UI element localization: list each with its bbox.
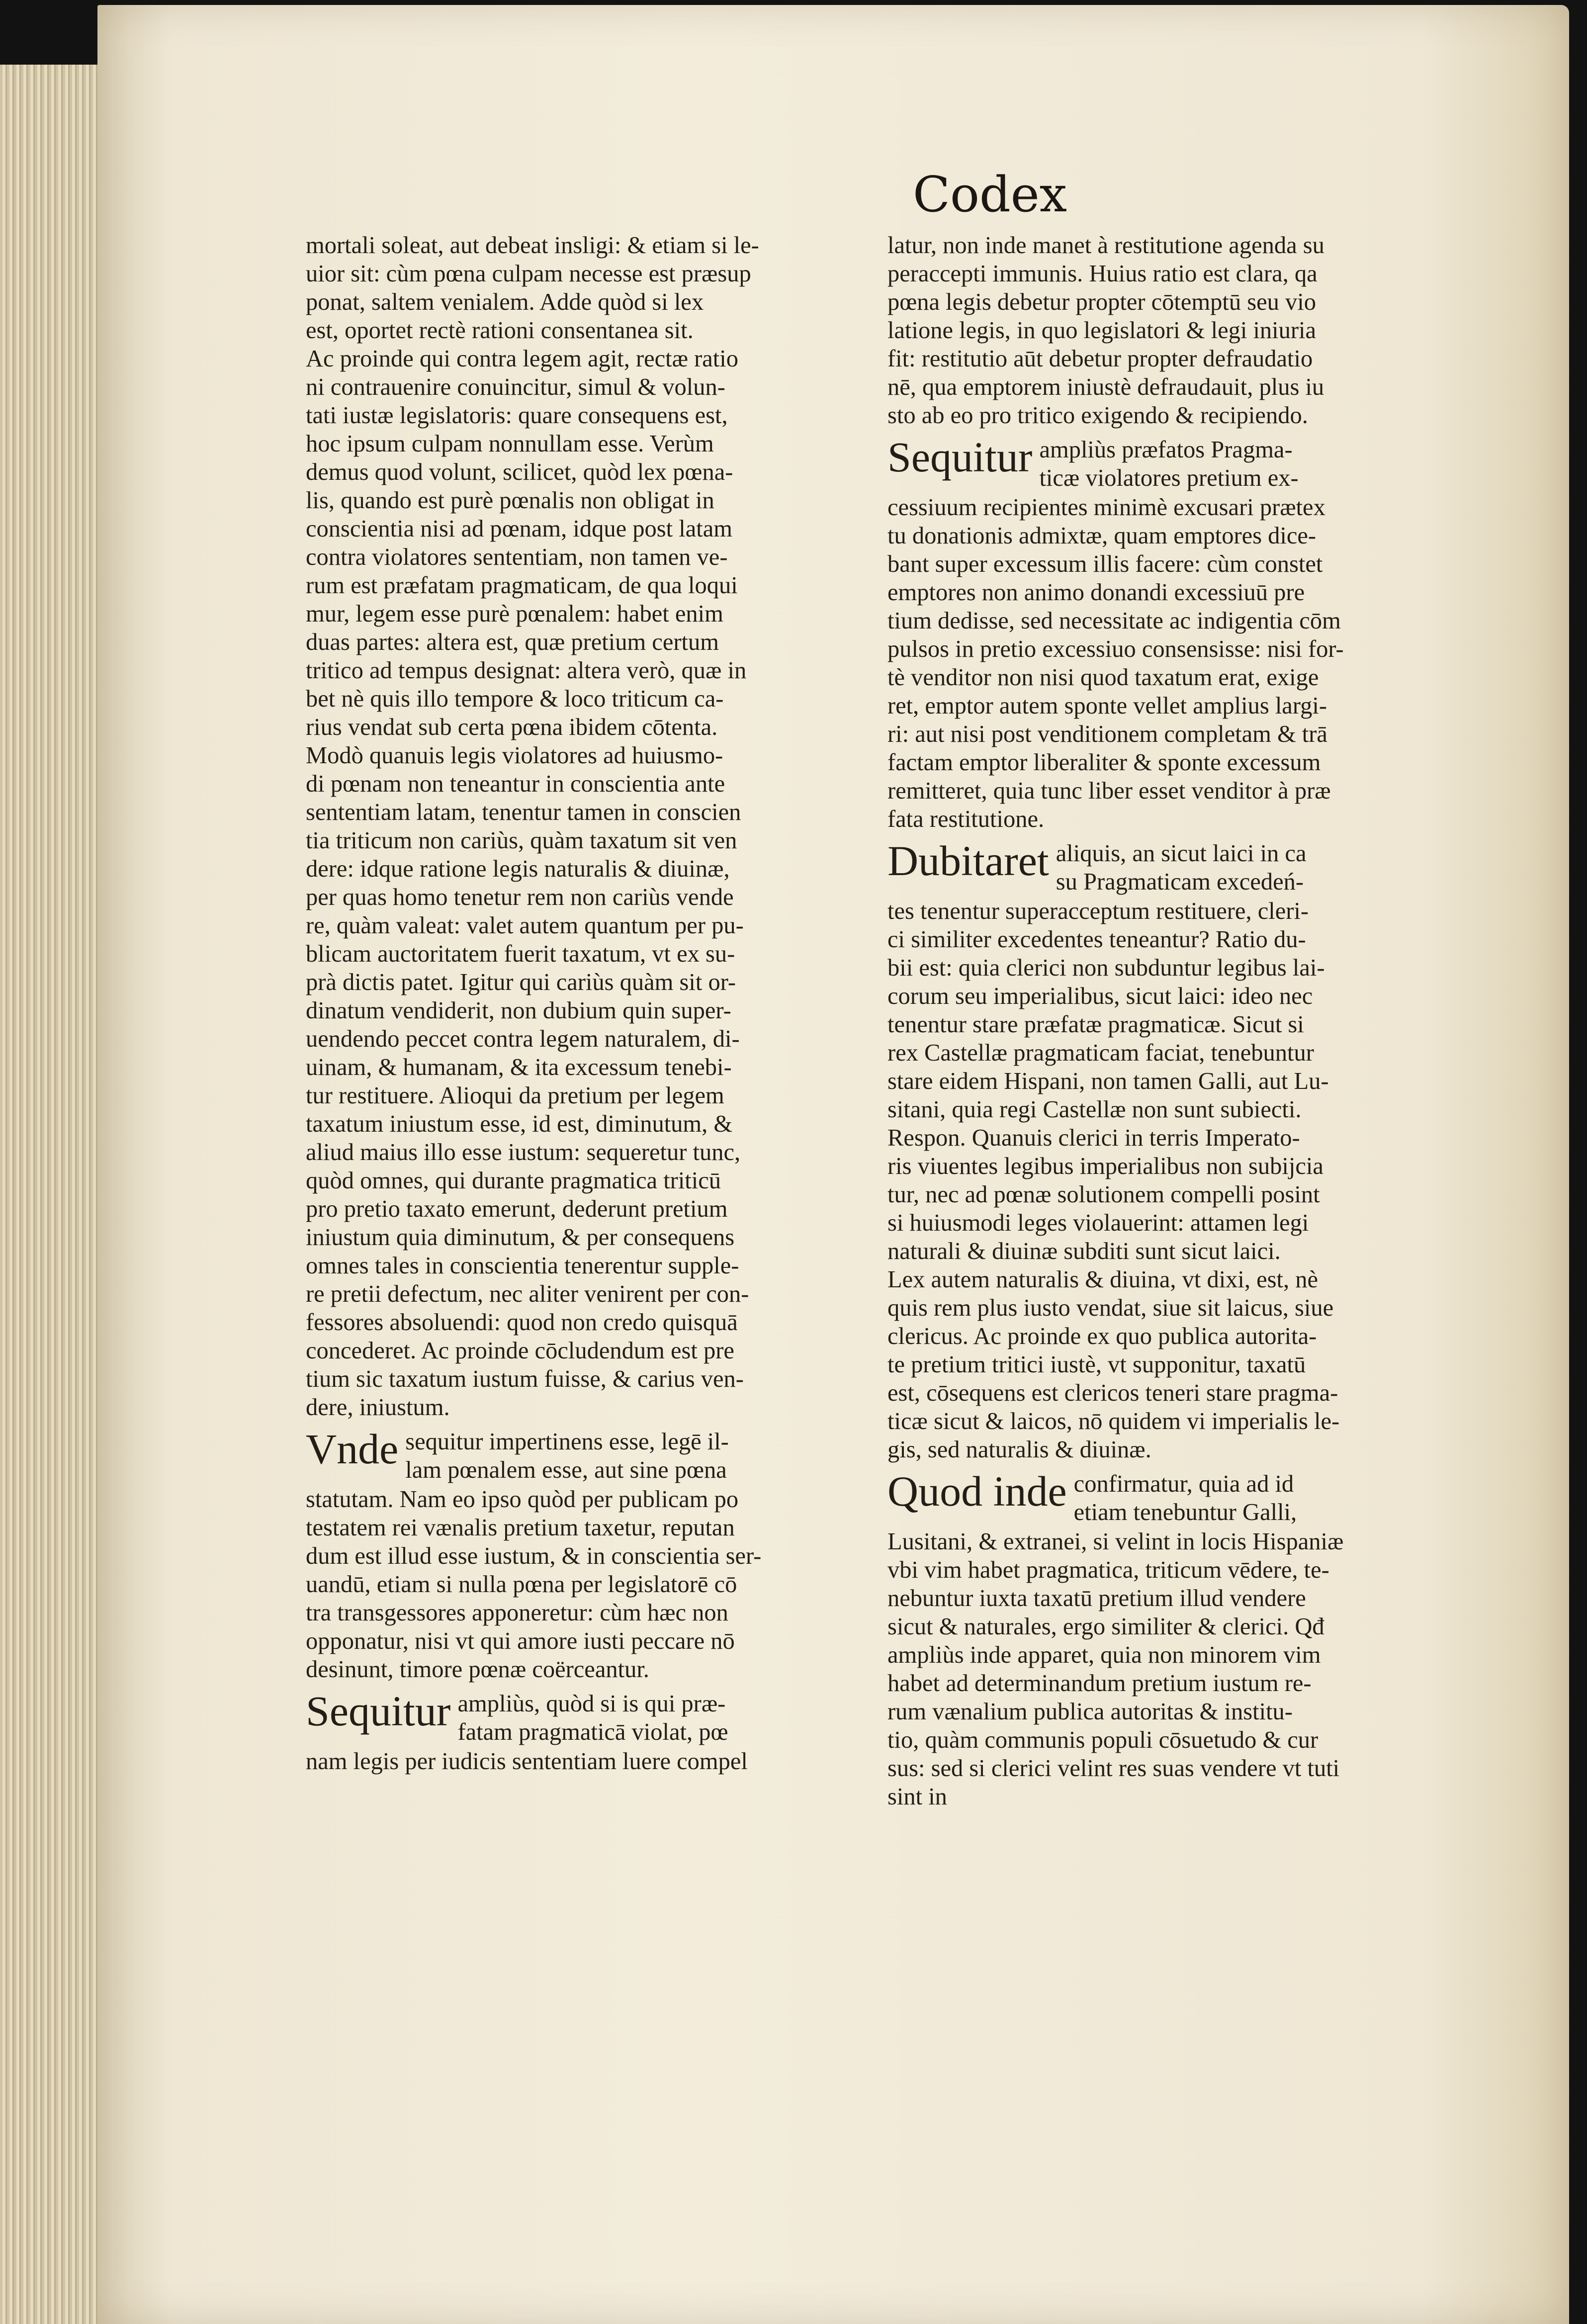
text-line: Modò quanuis legis violatores ad huiusmo- <box>306 742 723 769</box>
text-line: lam pœnalem esse, aut sine pœna <box>405 1457 727 1483</box>
text-line: tium dedisse, sed necessitate ac indigentia cōm <box>887 608 1341 634</box>
text-line: uendendo peccet contra legem naturalem, di- <box>306 1026 740 1052</box>
text-line: ci similiter excedentes teneantur? Ratio du- <box>887 926 1306 953</box>
text-line: ponat, saltem venialem. Adde quòd si lex <box>306 289 704 315</box>
text-line: tritico ad tempus designat: altera verò, quæ in <box>306 657 747 684</box>
text-line: lis, quando est purè pœnalis non obligat in <box>306 487 714 514</box>
text-line: per quas homo tenetur rem non cariùs vende <box>306 884 734 910</box>
text-line: ampliùs præfatos Pragma- <box>1039 437 1293 463</box>
text-line: bii est: quia clerici non subduntur legibus lai- <box>887 955 1325 981</box>
text-line: testatem rei vænalis pretium taxetur, reputan <box>306 1515 735 1541</box>
text-line: rum vænalium publica autoritas & institu- <box>887 1698 1293 1725</box>
text-line: Lusitani, & extranei, si velint in locis Hispaniæ <box>887 1528 1344 1555</box>
text-line: etiam tenebuntur Galli, <box>1073 1499 1297 1525</box>
text-line: statutam. Nam eo ipso quòd per publicam po <box>306 1486 739 1513</box>
text-line: sto ab eo pro tritico exigendo & recipiendo. <box>887 402 1308 429</box>
section-heading-lines <box>1039 436 1439 492</box>
section-initial-word: Sequitur <box>887 433 1033 481</box>
section-heading <box>306 1425 858 1484</box>
text-line: tur, nec ad pœnæ solutionem compelli posint <box>887 1181 1320 1208</box>
text-line: tes tenentur superacceptum restituere, cleri- <box>887 898 1309 924</box>
text-line: di pœnam non teneantur in conscientia ante <box>306 771 725 797</box>
text-line: tia triticum non cariùs, quàm taxatum sit ven <box>306 827 737 854</box>
text-line: nē, qua emptorem iniustè defraudauit, plus iu <box>887 374 1324 400</box>
section-heading <box>306 1687 858 1746</box>
section-heading-lines <box>1074 1470 1439 1526</box>
text-line: dinatum vendiderit, non dubium quin super- <box>306 997 731 1024</box>
text-line: stare eidem Hispani, non tamen Galli, aut Lu- <box>887 1068 1329 1094</box>
left-column <box>306 231 858 1776</box>
text-line: hoc ipsum culpam nonnullam esse. Verùm <box>306 431 714 457</box>
text-line: quis rem plus iusto vendat, siue sit laicus, siue <box>887 1295 1334 1321</box>
text-line: pulsos in pretio excessiuo consensisse: nisi for- <box>887 636 1344 662</box>
text-line: dere: idque ratione legis naturalis & diuinæ, <box>306 856 730 882</box>
text-line: tenentur stare præfatæ pragmaticæ. Sicut si <box>887 1011 1304 1038</box>
section-heading <box>887 1467 1439 1526</box>
text-line: factam emptor liberaliter & sponte excessum <box>887 749 1321 776</box>
text-line: demus quod volunt, scilicet, quòd lex pœna- <box>306 459 733 485</box>
text-line: uior sit: cùm pœna culpam necesse est præsup <box>306 261 751 287</box>
text-line: nebuntur iuxta taxatū pretium illud vendere <box>887 1585 1306 1611</box>
text-line: ret, emptor autem sponte vellet amplius largi- <box>887 693 1327 719</box>
text-line: naturali & diuinæ subditi sunt sicut laici. <box>887 1238 1281 1264</box>
text-line: tu donationis admixtæ, quam emptores dice- <box>887 523 1317 549</box>
text-line: aliquis, an sicut laici in ca <box>1056 840 1307 867</box>
text-line: sicut & naturales, ergo similiter & clerici. Qđ <box>887 1613 1324 1640</box>
text-line: taxatum iniustum esse, id est, diminutum, & <box>306 1111 733 1137</box>
section-initial-word: Sequitur <box>306 1687 451 1735</box>
running-title: Codex <box>913 167 1067 223</box>
text-line: fata restitutione. <box>887 806 1045 832</box>
section-heading-lines <box>1056 839 1439 896</box>
text-line: mur, legem esse purè pœnalem: habet enim <box>306 601 723 627</box>
text-line: desinunt, timore pœnæ coërceantur. <box>306 1656 649 1683</box>
text-line: confirmatur, quia ad id <box>1073 1471 1294 1497</box>
text-line: sint in <box>887 1784 947 1810</box>
right-column <box>887 231 1439 1811</box>
section-heading-lines <box>457 1690 858 1746</box>
text-line: Lex autem naturalis & diuina, vt dixi, est, nè <box>887 1266 1319 1293</box>
text-line: ris viuentes legibus imperialibus non subijcia <box>887 1153 1323 1179</box>
text-line: Respon. Quanuis clerici in terris Imperato- <box>887 1125 1300 1151</box>
text-line: corum seu imperialibus, sicut laici: ideo nec <box>887 983 1313 1009</box>
text-line: re, quàm valeat: valet autem quantum per pu- <box>306 912 744 939</box>
text-line: dum est illud esse iustum, & in conscientia ser- <box>306 1543 762 1569</box>
text-line: tra transgessores apponeretur: cùm hæc non <box>306 1600 728 1626</box>
text-line: sententiam latam, tenentur tamen in conscien <box>306 799 741 825</box>
text-line: prà dictis patet. Igitur qui cariùs quàm sit or- <box>306 969 736 995</box>
text-line: latur, non inde manet à restitutione agenda su <box>887 232 1324 259</box>
text-line: ampliùs, quòd si is qui præ- <box>457 1691 726 1717</box>
text-line: tio, quàm communis populi cōsuetudo & cur <box>887 1727 1319 1753</box>
text-line: duas partes: altera est, quæ pretium certum <box>306 629 719 655</box>
text-line: si huiusmodi leges violauerint: attamen legi <box>887 1210 1309 1236</box>
text-line: re pretii defectum, nec aliter venirent per con- <box>306 1281 749 1307</box>
text-line: sitani, quia regi Castellæ non sunt subiecti. <box>887 1096 1302 1123</box>
text-line: nam legis per iudicis sententiam luere compel <box>306 1748 748 1775</box>
text-line: ni contrauenire conuincitur, simul & volun- <box>306 374 725 400</box>
text-line: rex Castellæ pragmaticam faciat, tenebuntur <box>887 1040 1314 1066</box>
text-line: peraccepti immunis. Huius ratio est clara, qa <box>887 261 1318 287</box>
text-line: emptores non animo donandi excessiuū pre <box>887 579 1305 606</box>
text-line: uinam, & humanam, & ita excessum tenebi- <box>306 1054 732 1080</box>
text-line: blicam auctoritatem fuerit taxatum, vt ex su- <box>306 941 735 967</box>
section-heading <box>887 433 1439 492</box>
text-line: iniustum quia diminutum, & per consequens <box>306 1224 735 1251</box>
text-line: bant super excessum illis facere: cùm constet <box>887 551 1323 577</box>
text-line: sus: sed si clerici velint res suas vendere vt tuti <box>887 1755 1340 1782</box>
text-line: vbi vim habet pragmatica, triticum vēdere, te- <box>887 1557 1329 1583</box>
text-line: ticæ sicut & laicos, nō quidem vi imperialis le- <box>887 1408 1340 1434</box>
text-line: tium sic taxatum iustum fuisse, & carius ven- <box>306 1366 744 1392</box>
text-line: ri: aut nisi post venditionem completam & trā <box>887 721 1327 747</box>
text-line: conscientia nisi ad pœnam, idque post latam <box>306 516 732 542</box>
text-line: rius vendat sub certa pœna ibidem cōtenta. <box>306 714 718 740</box>
text-line: su Pragmaticam excedeń- <box>1056 869 1304 895</box>
text-line: ticæ violatores pretium ex- <box>1039 465 1299 491</box>
text-line: tè venditor non nisi quod taxatum erat, exige <box>887 664 1319 691</box>
text-line: pro pretio taxato emerunt, dederunt pretium <box>306 1196 728 1222</box>
section-initial-word: Quod inde <box>887 1467 1067 1515</box>
text-line: tur restituere. Alioqui da pretium per legem <box>306 1082 724 1109</box>
text-line: est, cōsequens est clericos teneri stare pragma- <box>887 1380 1338 1406</box>
text-line: uandū, etiam si nulla pœna per legislatorē cō <box>306 1571 737 1598</box>
text-line: mortali soleat, aut debeat insligi: & etiam si le- <box>306 232 759 259</box>
text-line: tati iustæ legislatoris: quare consequens est, <box>306 402 728 429</box>
text-line: fit: restitutio aūt debetur propter defraudatio <box>887 346 1313 372</box>
text-line: te pretium tritici iustè, vt supponitur, taxatū <box>887 1351 1306 1378</box>
text-line: cessiuum recipientes minimè excusari prætex <box>887 494 1325 521</box>
text-line: gis, sed naturalis & diuinæ. <box>887 1436 1151 1463</box>
text-line: remitteret, quia tunc liber esset venditor à præ <box>887 778 1331 804</box>
text-line: est, oportet rectè rationi consentanea sit. <box>306 317 694 344</box>
text-line: clericus. Ac proinde ex quo publica autorita- <box>887 1323 1317 1349</box>
text-line: pœna legis debetur propter cōtemptū seu vio <box>887 289 1316 315</box>
text-line: omnes tales in conscientia tenerentur supple- <box>306 1252 739 1279</box>
section-initial-word: Vnde <box>306 1425 399 1473</box>
text-line: sequitur impertinens esse, legē il- <box>405 1429 729 1455</box>
text-line: rum est præfatam pragmaticam, de qua loqui <box>306 572 738 599</box>
section-heading <box>887 839 1439 896</box>
text-line: Ac proinde qui contra legem agit, rectæ ratio <box>306 346 738 372</box>
text-line: fessores absoluendi: quod non credo quisquā <box>306 1309 738 1336</box>
text-line: ampliùs inde apparet, quia non minorem vim <box>887 1642 1321 1668</box>
text-line: bet nè quis illo tempore & loco triticum ca- <box>306 686 724 712</box>
text-line: contra violatores sententiam, non tamen ve- <box>306 544 728 570</box>
text-line: fatam pragmaticā violat, pœ <box>457 1719 728 1745</box>
text-line: latione legis, in quo legislatori & legi iniuria <box>887 317 1317 344</box>
section-heading-lines <box>405 1428 858 1484</box>
text-line: opponatur, nisi vt qui amore iusti peccare nō <box>306 1628 735 1654</box>
text-line: dere, iniustum. <box>306 1394 450 1421</box>
text-line: quòd omnes, qui durante pragmatica triticū <box>306 1167 721 1194</box>
section-initial-word: Dubitaret <box>887 837 1049 885</box>
text-line: habet ad determinandum pretium iustum re- <box>887 1670 1312 1697</box>
text-line: concederet. Ac proinde cōcludendum est pre <box>306 1338 734 1364</box>
text-line: aliud maius illo esse iustum: sequeretur tunc, <box>306 1139 741 1165</box>
book-page-edges <box>0 65 106 2324</box>
